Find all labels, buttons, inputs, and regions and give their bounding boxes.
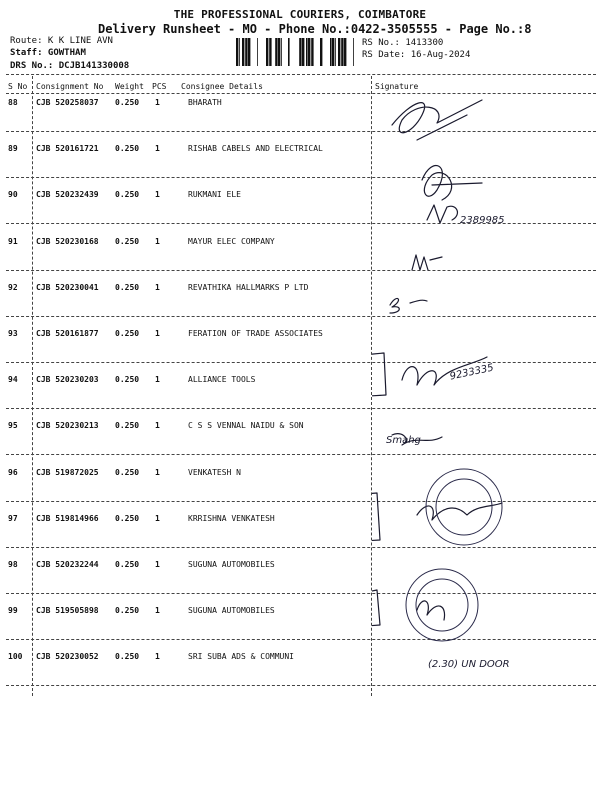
row-consignment: CJB 520230213: [36, 421, 99, 430]
signature-95: [392, 434, 442, 445]
row-consignment: CJB 520232439: [36, 190, 99, 199]
row-sno: 96: [8, 468, 18, 477]
row-consignee: VENKATESH N: [188, 468, 241, 477]
signature-97: [417, 503, 502, 520]
col-weight: Weight: [115, 82, 144, 91]
signature-92: [390, 299, 427, 313]
row-weight: 0.250: [115, 144, 140, 153]
row-weight: 0.250: [115, 560, 140, 569]
row-divider: [6, 316, 596, 317]
row-sno: 91: [8, 237, 18, 246]
row-divider: [6, 593, 596, 594]
row-divider: [6, 639, 596, 640]
row-weight: 0.250: [115, 421, 140, 430]
row-divider: [6, 362, 596, 363]
row-sno: 97: [8, 514, 18, 523]
row-pcs: 1: [155, 190, 160, 199]
row-weight: 0.250: [115, 98, 140, 107]
row-consignment: CJB 520230052: [36, 652, 99, 661]
signature-89: [422, 166, 482, 200]
row-pcs: 1: [155, 468, 160, 477]
row-consignment: CJB 519814966: [36, 514, 99, 523]
row-weight: 0.250: [115, 468, 140, 477]
divider-header: [6, 93, 596, 94]
row-weight: 0.250: [115, 283, 140, 292]
bracket-94: [372, 353, 386, 397]
row-sno: 95: [8, 421, 18, 430]
row-consignee: MAYUR ELEC COMPANY: [188, 237, 275, 246]
row-divider: [6, 223, 596, 224]
col-sno: S No: [8, 82, 28, 91]
bracket-99: [372, 590, 380, 627]
row-consignee: KRRISHNA VENKATESH: [188, 514, 275, 523]
row-consignee: SRI SUBA ADS & COMMUNI: [188, 652, 294, 661]
row-pcs: 1: [155, 421, 160, 430]
row-pcs: 1: [155, 144, 160, 153]
handwritten-note: Smahg: [386, 435, 421, 446]
row-pcs: 1: [155, 375, 160, 384]
row-sno: 100: [8, 652, 23, 661]
col-pcs: PCS: [152, 82, 167, 91]
row-divider: [6, 270, 596, 271]
row-pcs: 1: [155, 606, 160, 615]
row-sno: 99: [8, 606, 18, 615]
row-pcs: 1: [155, 237, 160, 246]
stamp-circle-99: [406, 569, 478, 641]
row-divider: [6, 501, 596, 502]
row-pcs: 1: [155, 652, 160, 661]
row-consignee: RUKMANI ELE: [188, 190, 241, 199]
col-divider: [371, 76, 372, 696]
row-sno: 93: [8, 329, 18, 338]
row-consignment: CJB 520232244: [36, 560, 99, 569]
row-divider: [6, 131, 596, 132]
handwritten-note: (2.30) UN DOOR: [428, 659, 510, 670]
row-consignment: CJB 520161877: [36, 329, 99, 338]
row-consignee: RISHAB CABELS AND ELECTRICAL: [188, 144, 323, 153]
row-consignment: CJB 520230168: [36, 237, 99, 246]
row-consignee: SUGUNA AUTOMOBILES: [188, 560, 275, 569]
row-pcs: 1: [155, 560, 160, 569]
handwritten-note: 2389985: [460, 215, 505, 226]
row-divider: [6, 547, 596, 548]
drs-number: DRS No.: DCJB141330008: [10, 61, 130, 71]
row-weight: 0.250: [115, 375, 140, 384]
barcode-image: [236, 38, 354, 66]
staff-label: Staff: GOWTHAM: [10, 48, 86, 58]
row-weight: 0.250: [115, 190, 140, 199]
rs-number: RS No.: 1413300: [362, 38, 444, 48]
signature-99: [417, 601, 445, 620]
route-label: Route: K K LINE AVN: [10, 36, 113, 46]
row-sno: 88: [8, 98, 18, 107]
company-title: THE PROFESSIONAL COURIERS, COIMBATORE: [173, 8, 427, 21]
row-sno: 92: [8, 283, 18, 292]
row-consignee: FERATION OF TRADE ASSOCIATES: [188, 329, 323, 338]
signature-90: [427, 205, 457, 223]
handwritten-note: 9233335: [448, 362, 495, 383]
row-consignee: C S S VENNAL NAIDU & SON: [188, 421, 304, 430]
divider-top: [6, 74, 596, 75]
row-pcs: 1: [155, 329, 160, 338]
row-weight: 0.250: [115, 237, 140, 246]
row-pcs: 1: [155, 283, 160, 292]
rs-date: RS Date: 16-Aug-2024: [362, 50, 471, 60]
col-consignee: Consignee Details: [181, 82, 263, 91]
row-divider: [6, 454, 596, 455]
signature-91: [412, 255, 442, 270]
row-sno: 89: [8, 144, 18, 153]
row-consignment: CJB 520230041: [36, 283, 99, 292]
row-consignment: CJB 519872025: [36, 468, 99, 477]
col-divider: [32, 76, 33, 696]
row-weight: 0.250: [115, 606, 140, 615]
row-consignment: CJB 519505898: [36, 606, 99, 615]
col-signature: Signature: [375, 82, 419, 91]
row-pcs: 1: [155, 514, 160, 523]
row-consignment: CJB 520161721: [36, 144, 99, 153]
row-consignment: CJB 520230203: [36, 375, 99, 384]
row-consignment: CJB 520258037: [36, 98, 99, 107]
row-consignee: REVATHIKA HALLMARKS P LTD: [188, 283, 309, 292]
row-consignee: BHARATH: [188, 98, 222, 107]
row-weight: 0.250: [115, 514, 140, 523]
row-divider: [6, 177, 596, 178]
row-sno: 98: [8, 560, 18, 569]
row-consignee: ALLIANCE TOOLS: [188, 375, 256, 384]
row-divider: [6, 685, 596, 686]
row-sno: 94: [8, 375, 18, 384]
row-consignee: SUGUNA AUTOMOBILES: [188, 606, 275, 615]
stamp-circle-97: [426, 469, 502, 545]
col-consignment: Consignment No: [36, 82, 104, 91]
runsheet-title: Delivery Runsheet - MO - Phone No.:0422-3505555 - Page No.:8: [98, 22, 532, 36]
signatures-area: [372, 95, 596, 705]
row-weight: 0.250: [115, 329, 140, 338]
row-pcs: 1: [155, 98, 160, 107]
signature-88: [392, 100, 482, 140]
row-weight: 0.250: [115, 652, 140, 661]
row-sno: 90: [8, 190, 18, 199]
row-divider: [6, 408, 596, 409]
